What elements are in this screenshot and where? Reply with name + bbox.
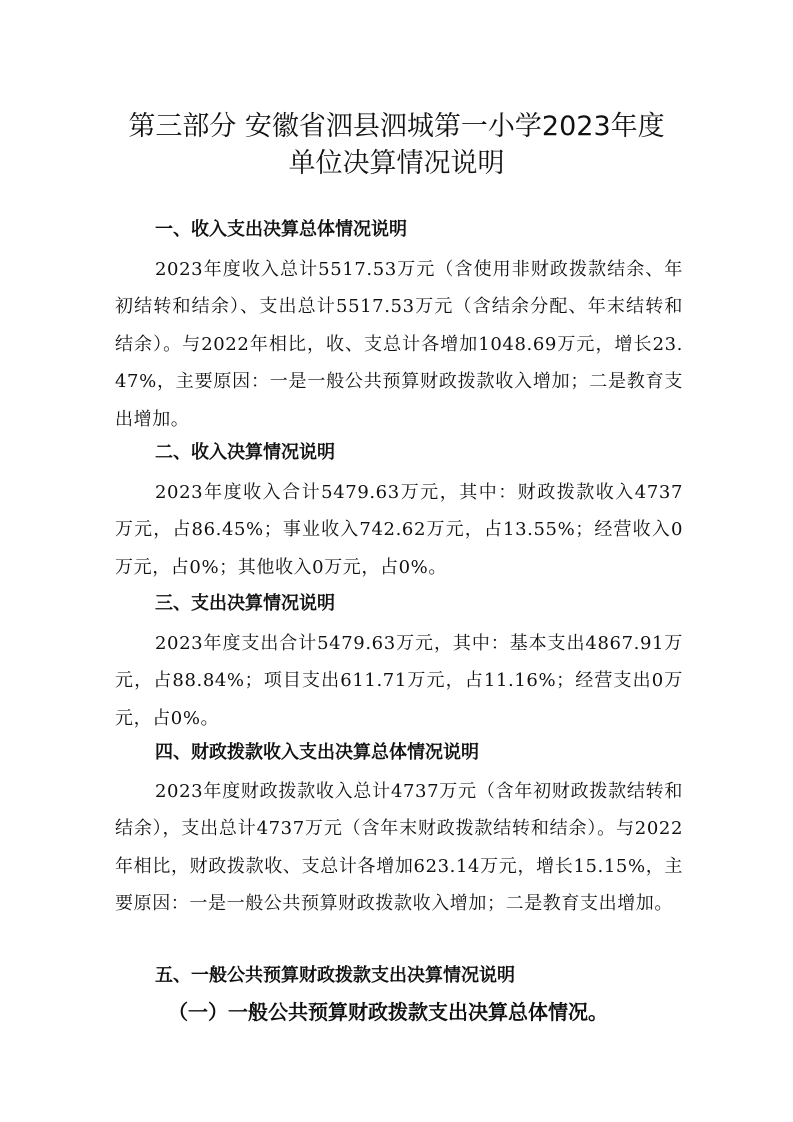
section-3-heading: 三、支出决算情况说明 [155, 593, 335, 614]
section-4-heading: 四、财政拨款收入支出决算总体情况说明 [155, 742, 479, 763]
document-title-line-1: 第三部分 安徽省泗县泗城第一小学2023年度 [128, 111, 665, 142]
section-4-paragraph: 2023年度财政拨款收入总计4737万元（含年初财政拨款结转和结余），支出总计4737万元（含年末财政拨款结转和结余）。与2022年相比，财政拨款收、支总计各增加623.14万元，增长15.15%，主要原因：一是一般公共预算财政拨款收入增加；二是教育支出增加。 [115, 781, 683, 915]
section-2-heading: 二、收入决算情况说明 [155, 442, 335, 463]
document-title-line-2: 单位决算情况说明 [288, 148, 505, 179]
section-2-paragraph: 2023年度收入合计5479.63万元，其中：财政拨款收入4737万元，占86.45%；事业收入742.62万元，占13.55%；经营收入0万元，占0%；其他收入0万元，占0%。 [115, 482, 683, 578]
section-3-paragraph: 2023年度支出合计5479.63万元，其中：基本支出4867.91万元，占88.84%；项目支出611.71万元，占11.16%；经营支出0万元，占0%。 [115, 633, 683, 729]
subsection-1-heading: （一）一般公共预算财政拨款支出决算总体情况。 [168, 1000, 608, 1024]
section-1-paragraph: 2023年度收入总计5517.53万元（含使用非财政拨款结余、年初结转和结余）、支出总计5517.53万元（含结余分配、年末结转和结余）。与2022年相比，收、支总计各增加1048.69万元，增长23.47%，主要原因：一是一般公共预算财政拨款收入增加；二是教育支出增加。 [115, 259, 683, 430]
section-5-heading: 五、一般公共预算财政拨款支出决算情况说明 [155, 965, 515, 986]
section-1-heading: 一、收入支出决算总体情况说明 [155, 219, 407, 240]
